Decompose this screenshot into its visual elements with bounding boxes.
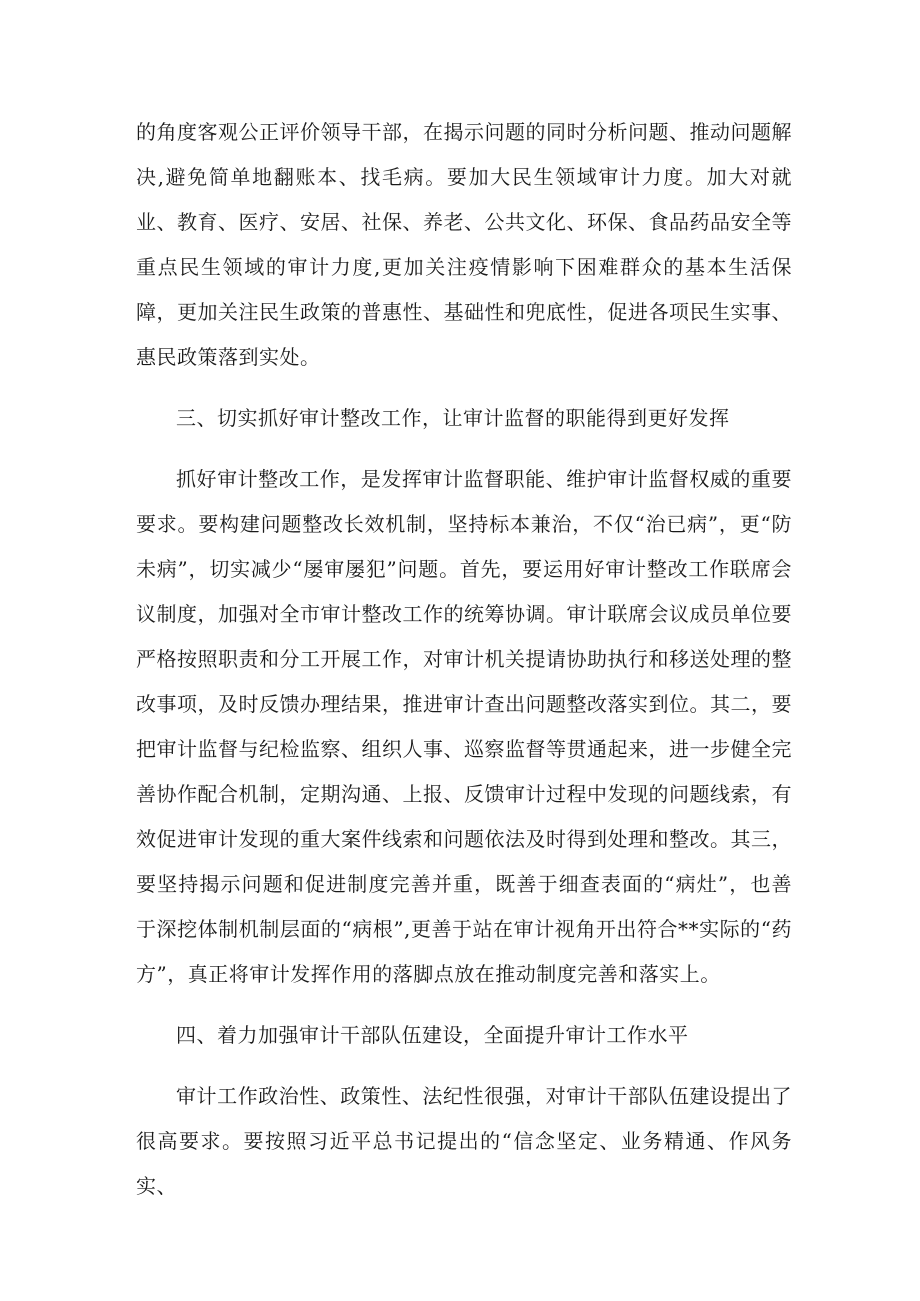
body-paragraph: 审计工作政治性、政策性、法纪性很强，对审计干部队伍建设提出了很高要求。要按照习近平总书记提出的“信念坚定、业务精通、作风务实、	[136, 1084, 792, 1198]
document-body	[136, 110, 792, 1209]
section-heading-4: 四、着力加强审计干部队伍建设，全面提升审计工作水平	[176, 1023, 689, 1047]
section-heading-3: 三、切实抓好审计整改工作，让审计监督的职能得到更好发挥	[176, 406, 730, 430]
body-paragraph: 抓好审计整改工作，是发挥审计监督职能、维护审计监督权威的重要要求。要构建问题整改长效机制，坚持标本兼治，不仅“治已病”，更“防未病”，切实减少“屡审屡犯”问题。首先，要运用好审计整改工作联席会议制度，加强对全市审计整改工作的统筹协调。审计联席会议成员单位要严格按照职责和分工开展工作，对审计机关提请协助执行和移送处理的整改事项，及时反馈办理结果，推进审计查出问题整改落实到位。其二，要把审计监督与纪检监察、组织人事、巡察监督等贯通起来，进一步健全完善协作配合机制，定期沟通、上报、反馈审计过程中发现的问题线索，有效促进审计发现的重大案件线索和问题依法及时得到处理和整改。其三，要坚持揭示问题和促进制度完善并重，既善于细查表面的“病灶”，也善于深挖体制机制层面的“病根”,更善于站在审计视角开出符合**实际的“药方”，真正将审计发挥作用的落脚点放在推动制度完善和落实上。	[136, 467, 792, 986]
body-paragraph-continued: 的角度客观公正评价领导干部，在揭示问题的同时分析问题、推动问题解决,避免简单地翻账本、找毛病。要加大民生领域审计力度。加大对就业、教育、医疗、安居、社保、养老、公共文化、环保、食品药品安全等重点民生领域的审计力度,更加关注疫情影响下困难群众的基本生活保障，更加关注民生政策的普惠性、基础性和兜底性，促进各项民生实事、惠民政策落到实处。	[136, 120, 792, 369]
